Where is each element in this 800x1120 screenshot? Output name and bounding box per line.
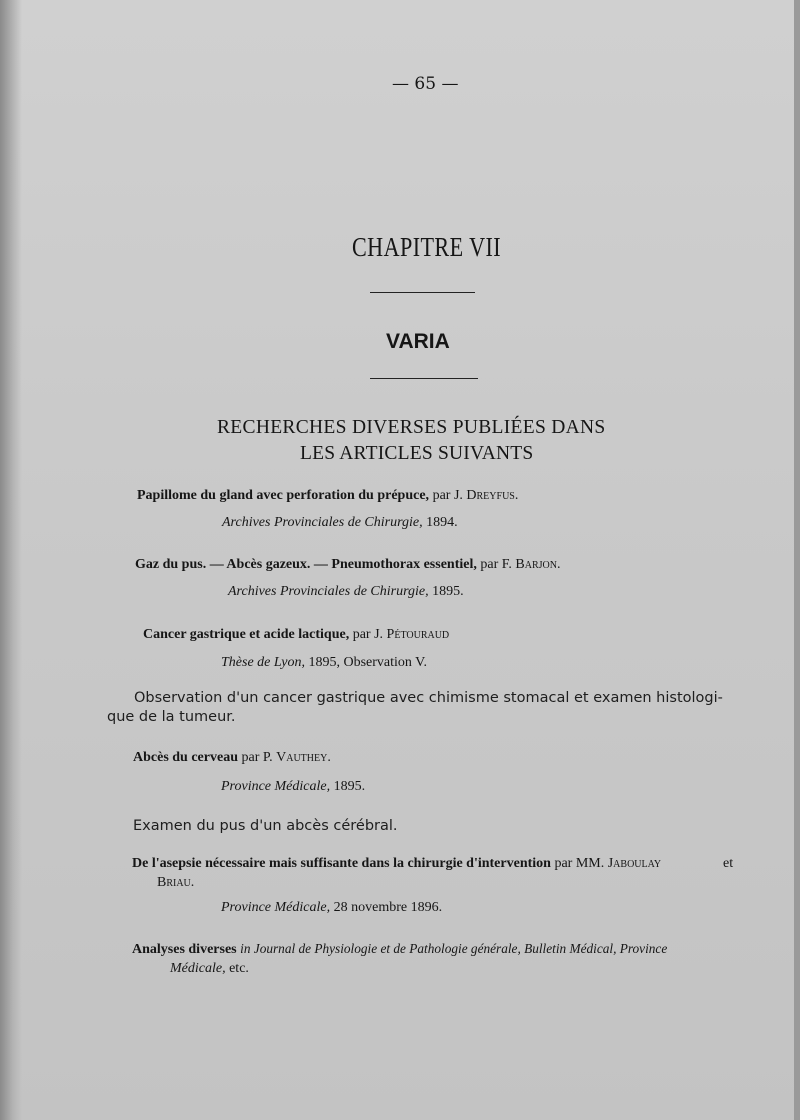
entry-by: par J. xyxy=(432,488,463,503)
entry-title: — Abcès gazeux. xyxy=(209,557,311,572)
entry-source-date: 1895, Observation V. xyxy=(308,655,427,670)
entry-source: Médicale, xyxy=(170,961,226,976)
entry-author: Jaboulay xyxy=(607,856,662,871)
entry-title: Analyses diverses xyxy=(132,942,237,957)
entry-title-line xyxy=(132,856,661,872)
entry-title: Papillome du gland avec perforation du prépuce, xyxy=(137,488,430,503)
entry-title-line xyxy=(132,941,667,958)
entry-title: Cancer gastrique et acide lactique, xyxy=(143,627,350,642)
binding-shadow xyxy=(0,0,22,1120)
entry-title: Abcès du cerveau xyxy=(133,750,238,765)
entry-by: par MM. xyxy=(554,856,605,871)
entry-author: Barjon. xyxy=(515,557,561,572)
entry-source-line xyxy=(222,515,458,531)
entry-source-date: 1895. xyxy=(432,584,464,599)
entry-title-line xyxy=(133,750,331,766)
entry-source-date: 1895. xyxy=(333,779,366,794)
entry-author: Vauthey. xyxy=(276,750,331,765)
entry-author-continued xyxy=(157,875,194,891)
entry-title-line xyxy=(143,627,449,643)
chapter-title: CHAPITRE VII xyxy=(352,232,502,262)
entry-source-date: 1894. xyxy=(426,515,458,530)
entry-note: Observation d'un cancer gastrique avec chimisme stomacal et examen histologi- xyxy=(134,690,723,706)
entry-source: Thèse de Lyon, xyxy=(221,655,305,670)
entry-source: Province Médicale, xyxy=(221,900,331,915)
entry-title: — Pneumothorax essentiel, xyxy=(313,557,477,572)
entry-title: Gaz du pus. xyxy=(135,557,207,572)
entry-title-line xyxy=(137,488,518,504)
entry-title-line xyxy=(135,557,560,573)
entry-source-tail: etc. xyxy=(229,961,249,976)
entry-author: Dreyfus. xyxy=(466,488,519,503)
page-edge xyxy=(794,0,800,1120)
page-number: — 65 — xyxy=(392,74,459,94)
entry-by: par J. xyxy=(352,627,384,642)
entry-source: Archives Provinciales de Chirurgie, xyxy=(228,584,429,599)
entry-title: De l'asepsie nécessaire mais suffisante dans la chirurgie d'intervention xyxy=(132,856,551,871)
entry-source-date: 28 novembre 1896. xyxy=(333,900,443,915)
heading-line: LES ARTICLES SUIVANTS xyxy=(300,443,534,464)
entry-source-line xyxy=(228,584,464,600)
entry-source: in Journal de Physiologie et de Pathologie générale, Bulletin Médical, Province xyxy=(240,941,668,956)
section-title: VARIA xyxy=(386,330,450,353)
entry-source: Archives Provinciales de Chirurgie, xyxy=(222,515,423,530)
divider-rule xyxy=(370,292,475,293)
entry-source-line xyxy=(221,900,442,916)
entry-source-line xyxy=(170,961,249,977)
divider-rule xyxy=(370,378,478,379)
entry-note: Examen du pus d'un abcès cérébral. xyxy=(133,818,398,834)
entry-author: Briau. xyxy=(157,875,195,890)
entry-author: Pétouraud xyxy=(386,627,450,642)
entry-source-line xyxy=(221,779,365,795)
heading-line: RECHERCHES DIVERSES PUBLIÉES DANS xyxy=(217,417,606,438)
entry-source-line xyxy=(221,655,427,671)
entry-and: et xyxy=(723,856,734,871)
entry-by: par F. xyxy=(480,557,512,572)
entry-source: Province Médicale, xyxy=(221,779,331,794)
entry-by: par P. xyxy=(241,750,273,765)
entry-note: que de la tumeur. xyxy=(107,709,236,725)
